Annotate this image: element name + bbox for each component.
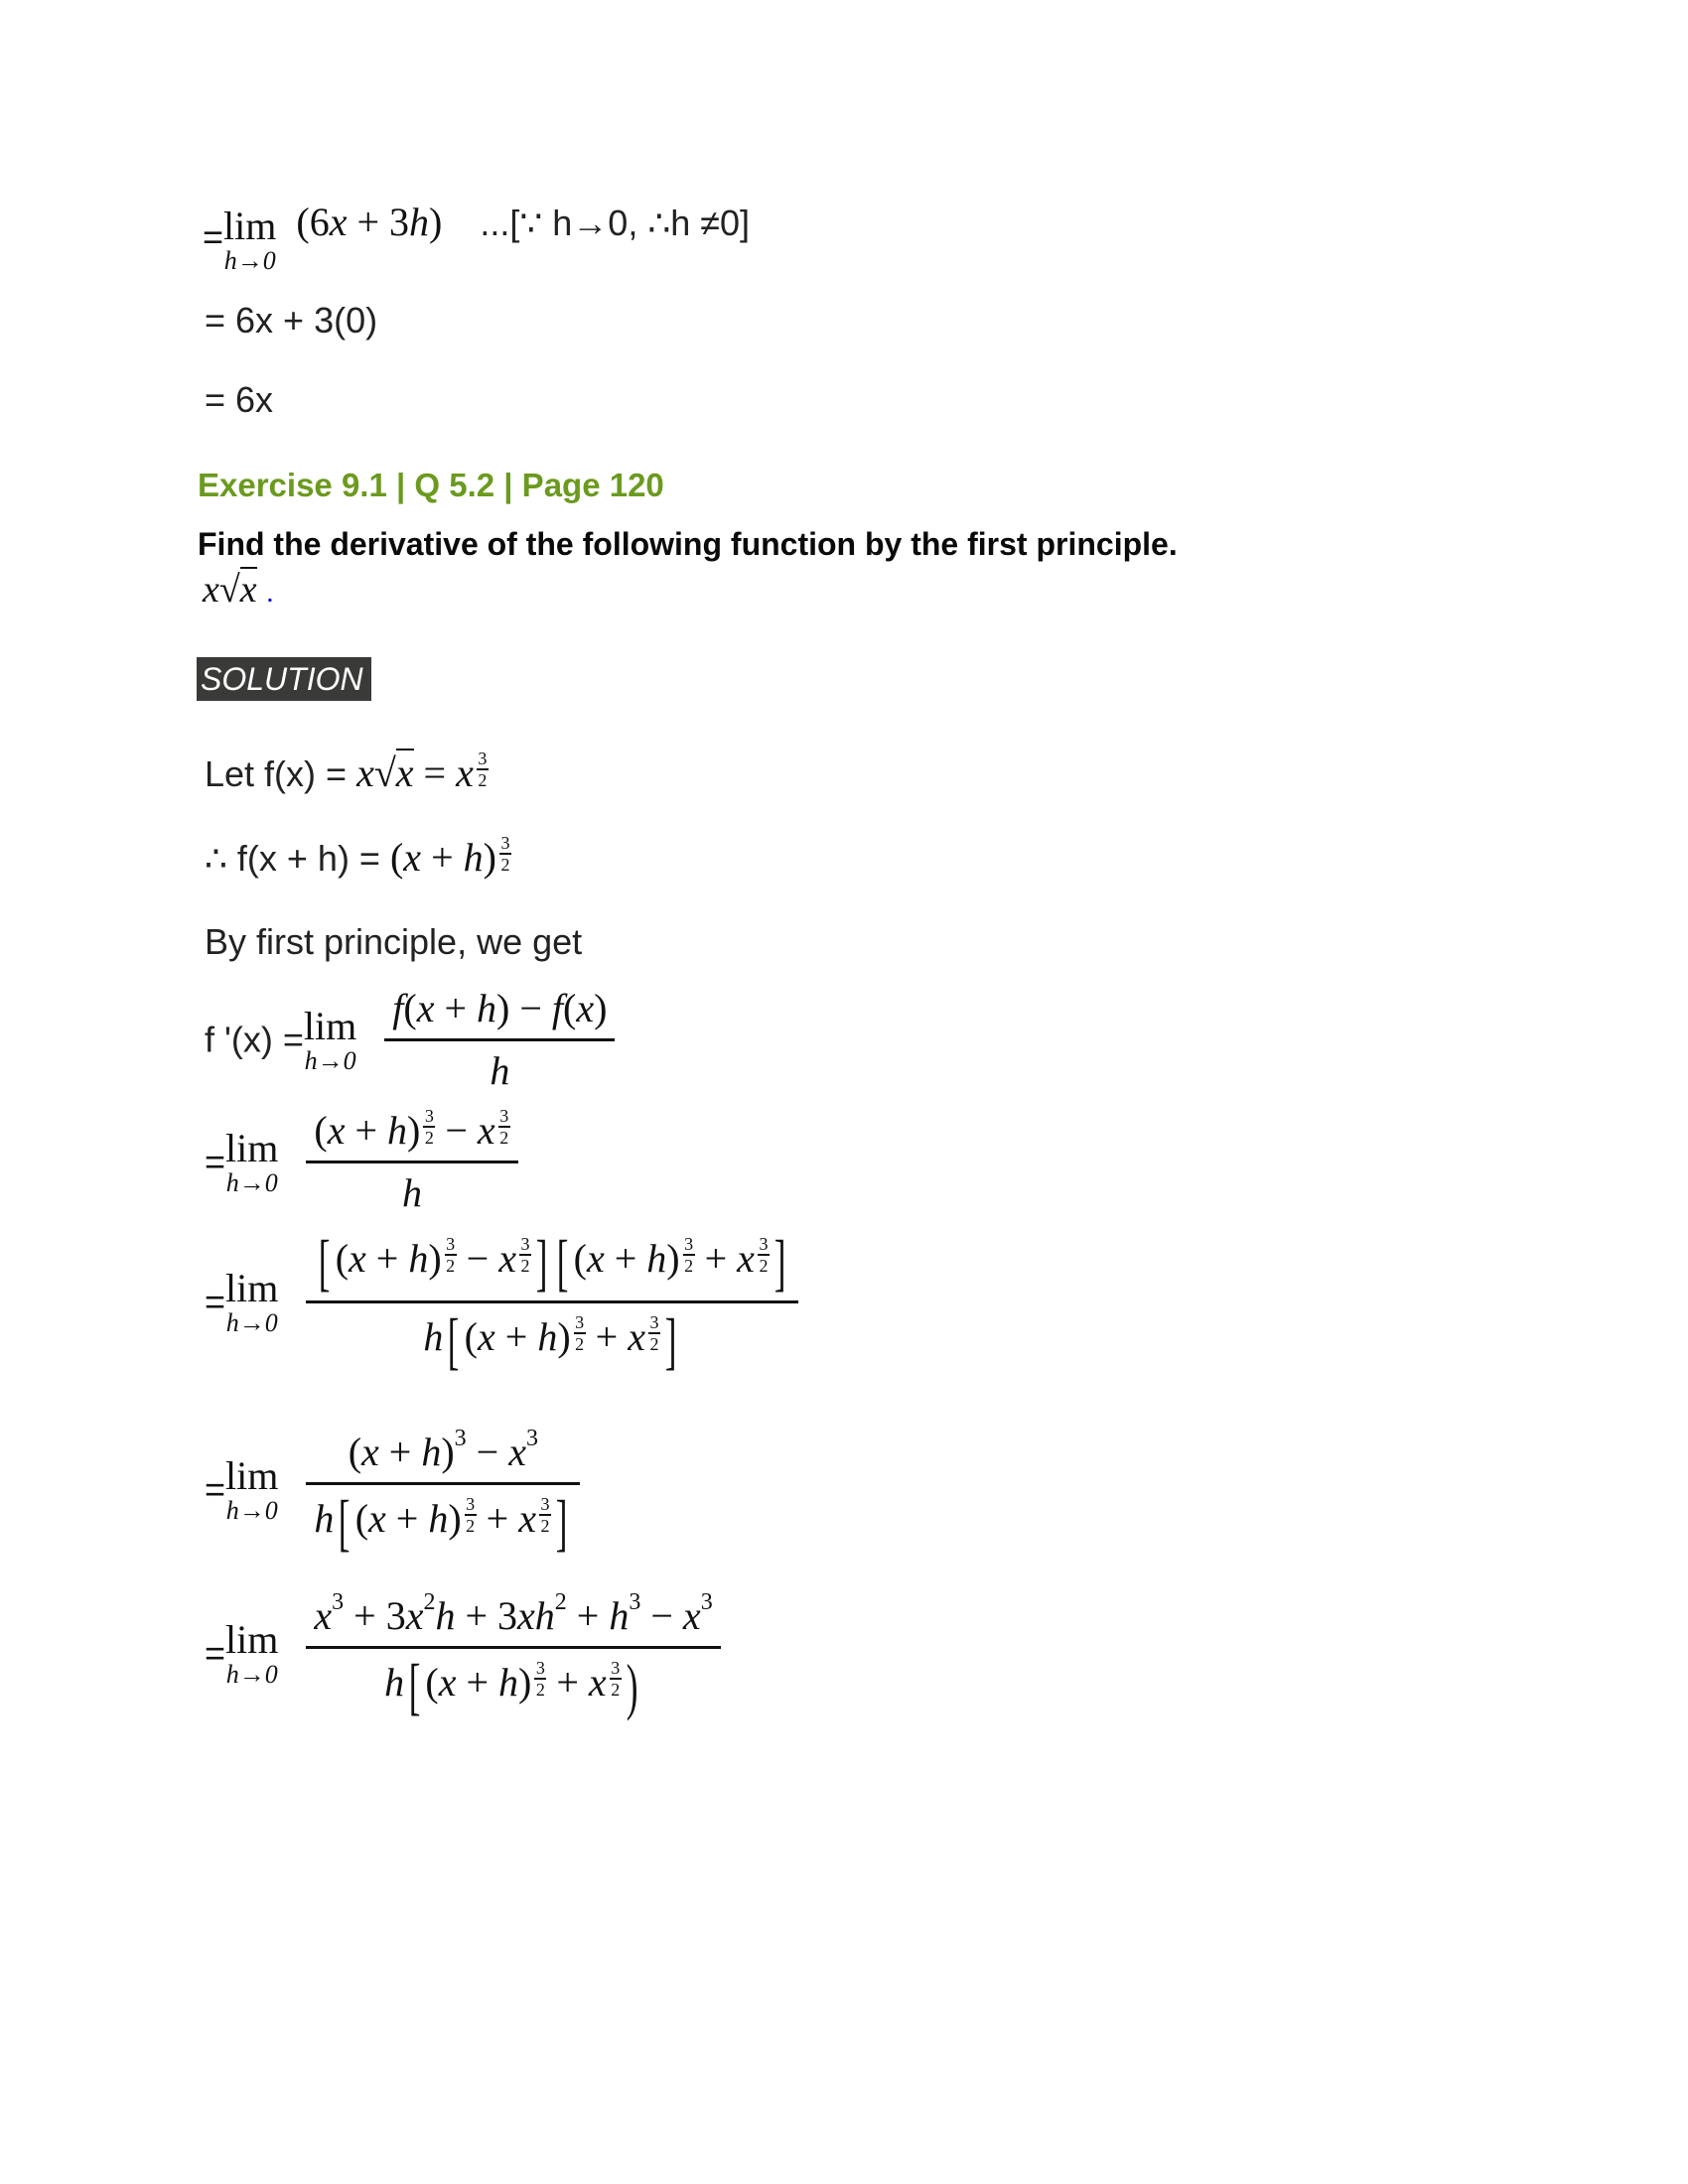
limit-operator: lim h→0	[225, 1265, 279, 1337]
sqrt-symbol: √	[373, 751, 396, 795]
sqrt-symbol: √	[218, 569, 240, 611]
trailing-dot: .	[266, 576, 274, 609]
limit-operator: lim h→0	[225, 1125, 279, 1197]
exercise-heading: Exercise 9.1 | Q 5.2 | Page 120	[198, 467, 664, 503]
expanded-fraction: $x^3 + 3x^2h + 3xh^2 + h^3 - x^3$ h[ (x + h) $^{\frac{3}{2}}$ + x $^{\frac{3}{2}}$ )	[306, 1588, 720, 1718]
step-lhs: f '(x) =	[205, 1019, 304, 1060]
limit-operator: lim h→0	[225, 1452, 279, 1525]
fraction-exponent: 3 2	[478, 749, 488, 790]
question-function: x√x .	[203, 569, 274, 611]
limit-operator: lim h→0	[225, 1616, 279, 1689]
limit-operator: lim h→0	[303, 1003, 357, 1075]
fraction-exponent: 3 2	[500, 833, 510, 875]
rationalized-fraction: [ (x + h) $^{\frac{3}{2}}$ − x $^{\frac{3}{2}}$ ] [ (x + h) $^{\frac{3}{2}}$ + x $^{\frac{3}{2}}$ ] h[ (x + h) $^{\frac{3}{2}}$ + x $^{\frac{3}{2}}$ ]	[306, 1231, 798, 1373]
step-text: Let f(x) =	[205, 753, 357, 794]
step-text: ∴ f(x + h) =	[205, 838, 390, 879]
solution-step-2: ∴ f(x + h) = (x + h) $^{\frac{3}{2}}$	[205, 833, 510, 880]
solution-step-8: = lim h→0 $x^3 + 3x^2h + 3xh^2 + h^3 - x^3$ h[ (x + h) $^{\frac{3}{2}}$ + x $^{\frac{3}{2}}$ )	[205, 1588, 721, 1718]
solution-step-6: = lim h→0 [ (x + h) $^{\frac{3}{2}}$ − x $^{\frac{3}{2}}$ ] [ (x + h) $^{\frac{3}{2}}$ + x $^{\frac{3}{2}}$ ] h[ (x + h) $^{\frac{3}{2}}$ + x $^{\frac{3}{2}}$ ]	[205, 1231, 798, 1373]
prev-step-limit	[203, 199, 750, 274]
limit-expression: (6x + 3h)	[296, 200, 443, 244]
reason-note: ...[∵ h→0, ∴h ≠0]	[480, 203, 751, 243]
solution-step-5: = lim h→0 (x + h) $^{\frac{3}{2}}$ − x $^{\frac{3}{2}}$ h	[205, 1107, 518, 1217]
solution-badge-label: SOLUTION	[201, 661, 363, 697]
fraction: (x + h) $^{\frac{3}{2}}$ − x $^{\frac{3}{2}}$ h	[306, 1107, 517, 1217]
solution-step-4	[205, 985, 615, 1095]
solution-step-1: Let f(x) = x√x = x $^{\frac{3}{2}}$	[205, 749, 488, 795]
solution-step-7: = lim h→0 $(x + h)^3 - x^3$ h[ (x + h) $^{\frac{3}{2}}$ + x $^{\frac{3}{2}}$ ]	[205, 1425, 580, 1555]
solution-step-3: By first principle, we get	[205, 921, 583, 962]
fraction: $(x + h)^3 - x^3$ h[ (x + h) $^{\frac{3}{2}}$ + x $^{\frac{3}{2}}$ ]	[306, 1425, 580, 1555]
limit-operator: lim h→0	[223, 203, 277, 275]
question-text: Find the derivative of the following function by the first principle.	[198, 526, 1178, 562]
prev-step-substitute: = 6x + 3(0)	[205, 300, 378, 341]
difference-quotient: $\frac{f(x + h) - f(x)}{h}$	[384, 985, 615, 1095]
equals-sign: =	[203, 216, 224, 257]
solution-badge[interactable]	[197, 657, 371, 701]
prev-step-result: = 6x	[205, 379, 274, 420]
